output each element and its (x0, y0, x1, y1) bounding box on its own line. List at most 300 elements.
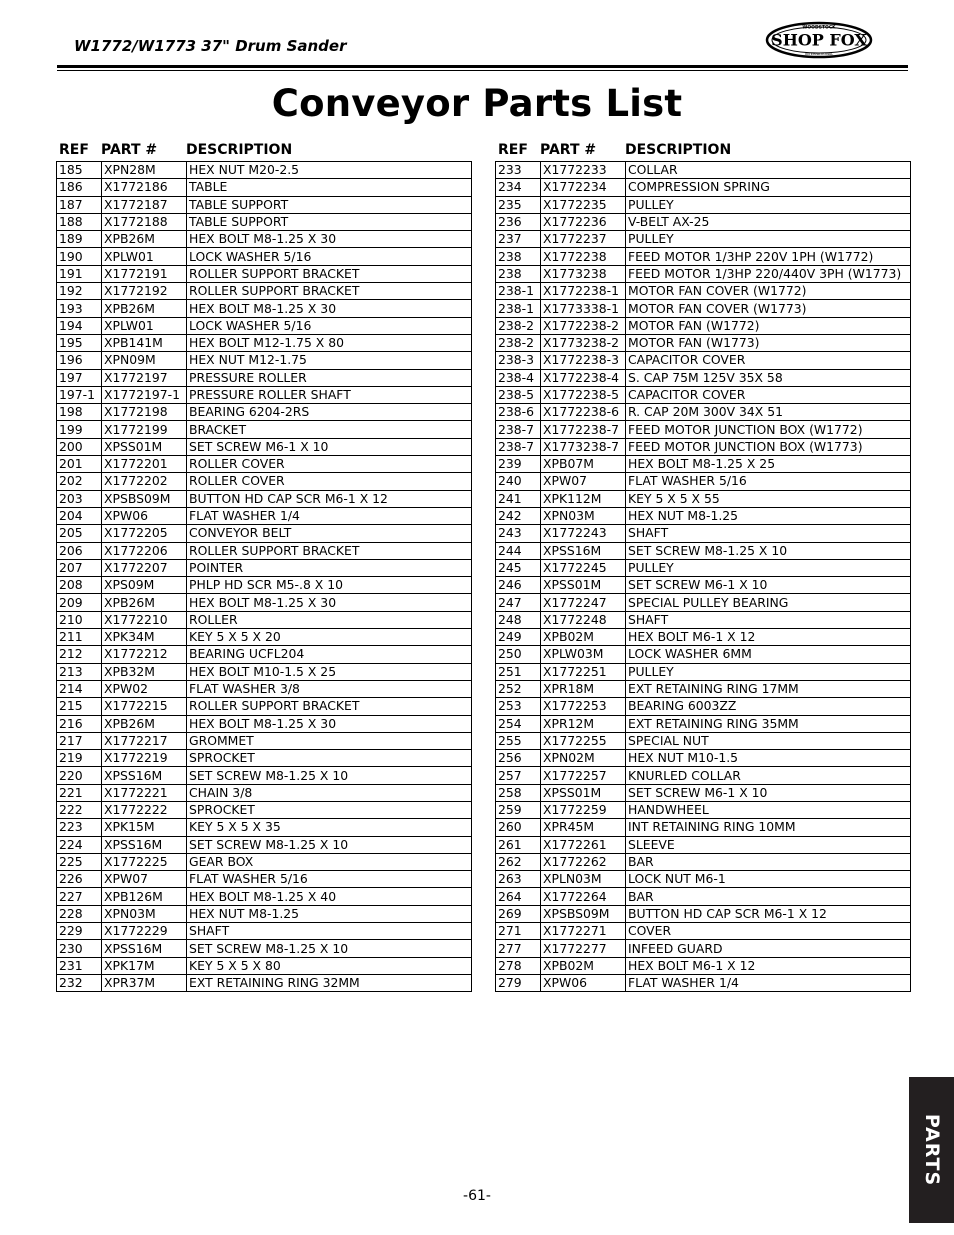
part-number-cell: X1772238 (541, 248, 626, 265)
description-cell: R. CAP 20M 300V 34X 51 (626, 404, 911, 421)
page-title: Conveyor Parts List (271, 82, 683, 125)
ref-cell: 260 (496, 819, 541, 836)
description-cell: SET SCREW M8-1.25 X 10 (187, 767, 472, 784)
part-number-cell: XPW02 (102, 680, 187, 697)
part-number-cell: X1772191 (102, 265, 187, 282)
table-row (57, 750, 472, 767)
header-rule-thick (57, 65, 908, 68)
table-row (57, 611, 472, 628)
ref-cell: 279 (496, 974, 541, 991)
table-row (57, 629, 472, 646)
ref-cell: 249 (496, 629, 541, 646)
description-cell: CHAIN 3/8 (187, 784, 472, 801)
description-cell: HEX BOLT M12-1.75 X 80 (187, 334, 472, 351)
part-number-header: PART # (540, 142, 597, 158)
table-row (57, 888, 472, 905)
ref-cell: 214 (57, 680, 102, 697)
table-row (496, 732, 911, 749)
ref-cell: 238 (496, 248, 541, 265)
table-row (57, 490, 472, 507)
part-number-cell: X1772261 (541, 836, 626, 853)
ref-cell: 217 (57, 732, 102, 749)
part-number-cell: XPB26M (102, 231, 187, 248)
table-row (57, 646, 472, 663)
part-number-cell: X1772197-1 (102, 386, 187, 403)
table-row (57, 923, 472, 940)
ref-cell: 246 (496, 577, 541, 594)
part-number-cell: XPB26M (102, 594, 187, 611)
part-number-header: PART # (101, 142, 158, 158)
table-row (496, 507, 911, 524)
part-number-cell: XPSS16M (541, 542, 626, 559)
ref-cell: 231 (57, 957, 102, 974)
ref-cell: 193 (57, 300, 102, 317)
part-number-cell: X1772229 (102, 923, 187, 940)
table-row (496, 283, 911, 300)
description-cell: ROLLER (187, 611, 472, 628)
part-number-cell: X1772259 (541, 801, 626, 818)
description-cell: LOCK WASHER 5/16 (187, 248, 472, 265)
description-cell: BEARING 6003ZZ (626, 698, 911, 715)
description-cell: HEX BOLT M6-1 X 12 (626, 957, 911, 974)
ref-cell: 196 (57, 352, 102, 369)
description-cell: EXT RETAINING RING 35MM (626, 715, 911, 732)
ref-cell: 254 (496, 715, 541, 732)
part-number-cell: X1772271 (541, 923, 626, 940)
description-cell: HEX NUT M8-1.25 (626, 507, 911, 524)
part-number-cell: XPW06 (541, 974, 626, 991)
part-number-cell: X1772262 (541, 853, 626, 870)
description-cell: HANDWHEEL (626, 801, 911, 818)
ref-cell: 198 (57, 404, 102, 421)
table-row (496, 162, 911, 179)
table-row (57, 248, 472, 265)
description-cell: MOTOR FAN COVER (W1772) (626, 283, 911, 300)
description-cell: FEED MOTOR 1/3HP 220/440V 3PH (W1773) (626, 265, 911, 282)
table-row (57, 507, 472, 524)
table-row (496, 594, 911, 611)
ref-cell: 226 (57, 871, 102, 888)
description-cell: HEX NUT M10-1.5 (626, 750, 911, 767)
part-number-cell: XPSS16M (102, 767, 187, 784)
part-number-cell: XPW07 (541, 473, 626, 490)
part-number-cell: XPLW03M (541, 646, 626, 663)
part-number-cell: X1772238-2 (541, 317, 626, 334)
part-number-cell: XPN03M (102, 905, 187, 922)
page-number: -61- (463, 1188, 491, 1204)
table-row (496, 871, 911, 888)
table-row (496, 248, 911, 265)
part-number-cell: X1772234 (541, 179, 626, 196)
part-number-cell: X1772236 (541, 213, 626, 230)
header-rule-thin (57, 70, 908, 71)
description-cell: MOTOR FAN COVER (W1773) (626, 300, 911, 317)
description-cell: ROLLER COVER (187, 473, 472, 490)
table-row (496, 300, 911, 317)
part-number-cell: X1772186 (102, 179, 187, 196)
table-row (496, 923, 911, 940)
description-cell: SLEEVE (626, 836, 911, 853)
table-row (496, 698, 911, 715)
ref-cell: 238-3 (496, 352, 541, 369)
table-row (496, 611, 911, 628)
ref-header: REF (498, 142, 528, 158)
table-row (57, 698, 472, 715)
table-row (496, 542, 911, 559)
table-row (57, 300, 472, 317)
ref-cell: 238-4 (496, 369, 541, 386)
table-row (496, 836, 911, 853)
part-number-cell: XPW07 (102, 871, 187, 888)
ref-cell: 220 (57, 767, 102, 784)
ref-cell: 194 (57, 317, 102, 334)
part-number-cell: X1772233 (541, 162, 626, 179)
ref-cell: 210 (57, 611, 102, 628)
description-cell: KEY 5 X 5 X 80 (187, 957, 472, 974)
part-number-cell: X1772198 (102, 404, 187, 421)
ref-cell: 207 (57, 559, 102, 576)
description-cell: BAR (626, 888, 911, 905)
ref-cell: 263 (496, 871, 541, 888)
description-cell: CAPACITOR COVER (626, 352, 911, 369)
description-cell: GEAR BOX (187, 853, 472, 870)
shop-fox-logo (765, 20, 873, 60)
ref-cell: 238-7 (496, 421, 541, 438)
ref-cell: 230 (57, 940, 102, 957)
description-cell: HEX BOLT M8-1.25 X 40 (187, 888, 472, 905)
description-cell: HEX BOLT M8-1.25 X 25 (626, 456, 911, 473)
table-row (57, 871, 472, 888)
part-number-cell: X1772253 (541, 698, 626, 715)
description-cell: POINTER (187, 559, 472, 576)
description-cell: HEX NUT M20-2.5 (187, 162, 472, 179)
description-cell: HEX BOLT M6-1 X 12 (626, 629, 911, 646)
table-row (496, 888, 911, 905)
ref-cell: 233 (496, 162, 541, 179)
manual-title: W1772/W1773 37" Drum Sander (74, 37, 347, 55)
table-row (57, 715, 472, 732)
description-cell: BAR (626, 853, 911, 870)
description-header: DESCRIPTION (186, 142, 293, 158)
ref-cell: 187 (57, 196, 102, 213)
description-cell: SET SCREW M8-1.25 X 10 (626, 542, 911, 559)
ref-cell: 259 (496, 801, 541, 818)
part-number-cell: XPB126M (102, 888, 187, 905)
part-number-cell: XPB26M (102, 715, 187, 732)
description-cell: FLAT WASHER 5/16 (187, 871, 472, 888)
part-number-cell: XPN02M (541, 750, 626, 767)
description-cell: ROLLER SUPPORT BRACKET (187, 283, 472, 300)
table-row (496, 213, 911, 230)
description-cell: SPECIAL PULLEY BEARING (626, 594, 911, 611)
table-row (57, 334, 472, 351)
section-tab-label: PARTS (921, 1113, 943, 1187)
part-number-cell: XPK15M (102, 819, 187, 836)
part-number-cell: XPK17M (102, 957, 187, 974)
description-cell: BEARING UCFL204 (187, 646, 472, 663)
table-row (496, 421, 911, 438)
description-cell: FLAT WASHER 5/16 (626, 473, 911, 490)
part-number-cell: XPSBS09M (102, 490, 187, 507)
part-number-cell: XPB141M (102, 334, 187, 351)
ref-cell: 190 (57, 248, 102, 265)
ref-cell: 234 (496, 179, 541, 196)
table-row (57, 525, 472, 542)
ref-cell: 206 (57, 542, 102, 559)
description-cell: BUTTON HD CAP SCR M6-1 X 12 (626, 905, 911, 922)
ref-cell: 262 (496, 853, 541, 870)
description-cell: PULLEY (626, 559, 911, 576)
ref-cell: 213 (57, 663, 102, 680)
table-row (496, 715, 911, 732)
description-cell: PULLEY (626, 663, 911, 680)
table-row (57, 836, 472, 853)
description-cell: HEX BOLT M8-1.25 X 30 (187, 594, 472, 611)
ref-cell: 241 (496, 490, 541, 507)
description-cell: BEARING 6204-2RS (187, 404, 472, 421)
description-cell: GROMMET (187, 732, 472, 749)
ref-cell: 227 (57, 888, 102, 905)
part-number-cell: X1772210 (102, 611, 187, 628)
description-cell: EXT RETAINING RING 32MM (187, 974, 472, 991)
ref-cell: 257 (496, 767, 541, 784)
table-row (496, 680, 911, 697)
part-number-cell: X1772219 (102, 750, 187, 767)
table-row (57, 352, 472, 369)
ref-cell: 219 (57, 750, 102, 767)
table-row (57, 940, 472, 957)
ref-cell: 250 (496, 646, 541, 663)
table-row (57, 421, 472, 438)
description-cell: S. CAP 75M 125V 35X 58 (626, 369, 911, 386)
ref-cell: 232 (57, 974, 102, 991)
description-cell: HEX NUT M12-1.75 (187, 352, 472, 369)
ref-header: REF (59, 142, 89, 158)
table-row (496, 629, 911, 646)
ref-cell: 186 (57, 179, 102, 196)
table-row (57, 801, 472, 818)
table-row (57, 386, 472, 403)
ref-cell: 236 (496, 213, 541, 230)
description-cell: SPROCKET (187, 750, 472, 767)
description-cell: KEY 5 X 5 X 20 (187, 629, 472, 646)
part-number-cell: XPK34M (102, 629, 187, 646)
part-number-cell: X1772206 (102, 542, 187, 559)
logo-text: SHOP FOX (771, 30, 867, 50)
ref-cell: 256 (496, 750, 541, 767)
ref-cell: 239 (496, 456, 541, 473)
ref-cell: 208 (57, 577, 102, 594)
ref-cell: 244 (496, 542, 541, 559)
description-cell: HEX BOLT M8-1.25 X 30 (187, 231, 472, 248)
ref-cell: 215 (57, 698, 102, 715)
description-cell: SET SCREW M8-1.25 X 10 (187, 940, 472, 957)
table-row (496, 559, 911, 576)
description-cell: COMPRESSION SPRING (626, 179, 911, 196)
ref-cell: 228 (57, 905, 102, 922)
part-number-cell: X1772238-5 (541, 386, 626, 403)
description-cell: SET SCREW M6-1 X 10 (187, 438, 472, 455)
part-number-cell: X1772197 (102, 369, 187, 386)
table-row (496, 317, 911, 334)
table-row (496, 646, 911, 663)
table-row (57, 404, 472, 421)
part-number-cell: XPSS16M (102, 940, 187, 957)
table-row (57, 438, 472, 455)
part-number-cell: X1772199 (102, 421, 187, 438)
description-cell: LOCK WASHER 5/16 (187, 317, 472, 334)
ref-cell: 203 (57, 490, 102, 507)
description-cell: HEX BOLT M8-1.25 X 30 (187, 715, 472, 732)
ref-cell: 258 (496, 784, 541, 801)
description-cell: SHAFT (187, 923, 472, 940)
table-row (496, 438, 911, 455)
description-cell: TABLE SUPPORT (187, 196, 472, 213)
description-cell: HEX NUT M8-1.25 (187, 905, 472, 922)
description-cell: PULLEY (626, 196, 911, 213)
part-number-cell: XPR45M (541, 819, 626, 836)
ref-cell: 202 (57, 473, 102, 490)
ref-cell: 216 (57, 715, 102, 732)
table-row (496, 525, 911, 542)
part-number-cell: X1772215 (102, 698, 187, 715)
ref-cell: 238-2 (496, 317, 541, 334)
table-row (496, 750, 911, 767)
description-cell: KEY 5 X 5 X 35 (187, 819, 472, 836)
part-number-cell: X1773238 (541, 265, 626, 282)
table-row (57, 974, 472, 991)
part-number-cell: X1772187 (102, 196, 187, 213)
description-cell: MOTOR FAN (W1773) (626, 334, 911, 351)
part-number-cell: X1773238-7 (541, 438, 626, 455)
part-number-cell: X1772205 (102, 525, 187, 542)
table-row (57, 542, 472, 559)
part-number-cell: X1772238-6 (541, 404, 626, 421)
parts-table-left (56, 140, 472, 992)
part-number-cell: X1772277 (541, 940, 626, 957)
ref-cell: 224 (57, 836, 102, 853)
part-number-cell: XPK112M (541, 490, 626, 507)
description-cell: CAPACITOR COVER (626, 386, 911, 403)
ref-cell: 197 (57, 369, 102, 386)
ref-cell: 247 (496, 594, 541, 611)
table-row (496, 456, 911, 473)
description-cell: LOCK NUT M6-1 (626, 871, 911, 888)
part-number-cell: XPR12M (541, 715, 626, 732)
logo-top-text: WOODSTOCK (802, 25, 836, 31)
ref-cell: 251 (496, 663, 541, 680)
description-cell: COVER (626, 923, 911, 940)
description-cell: PHLP HD SCR M5-.8 X 10 (187, 577, 472, 594)
ref-cell: 255 (496, 732, 541, 749)
parts-table (495, 161, 911, 992)
description-cell: PULLEY (626, 231, 911, 248)
table-row (57, 265, 472, 282)
description-cell: SET SCREW M8-1.25 X 10 (187, 836, 472, 853)
description-cell: BRACKET (187, 421, 472, 438)
ref-cell: 264 (496, 888, 541, 905)
ref-cell: 238-5 (496, 386, 541, 403)
part-number-cell: X1772245 (541, 559, 626, 576)
ref-cell: 235 (496, 196, 541, 213)
part-number-cell: X1772217 (102, 732, 187, 749)
table-row (57, 473, 472, 490)
part-number-cell: X1772255 (541, 732, 626, 749)
table-row (496, 473, 911, 490)
table-row (496, 974, 911, 991)
ref-cell: 277 (496, 940, 541, 957)
part-number-cell: X1772238-3 (541, 352, 626, 369)
description-cell: SPECIAL NUT (626, 732, 911, 749)
table-row (57, 179, 472, 196)
part-number-cell: X1772225 (102, 853, 187, 870)
table-row (57, 767, 472, 784)
ref-cell: 238-6 (496, 404, 541, 421)
description-cell: ROLLER SUPPORT BRACKET (187, 698, 472, 715)
ref-cell: 238-1 (496, 283, 541, 300)
description-cell: INT RETAINING RING 10MM (626, 819, 911, 836)
description-cell: FEED MOTOR JUNCTION BOX (W1772) (626, 421, 911, 438)
part-number-cell: XPSS01M (102, 438, 187, 455)
description-cell: COLLAR (626, 162, 911, 179)
part-number-cell: XPSS01M (541, 577, 626, 594)
part-number-cell: X1772237 (541, 231, 626, 248)
table-row (496, 231, 911, 248)
description-cell: FLAT WASHER 3/8 (187, 680, 472, 697)
part-number-cell: XPB07M (541, 456, 626, 473)
parts-table-right (495, 140, 911, 992)
part-number-cell: X1772201 (102, 456, 187, 473)
table-row (57, 819, 472, 836)
description-cell: KNURLED COLLAR (626, 767, 911, 784)
table-row (496, 334, 911, 351)
ref-cell: 237 (496, 231, 541, 248)
table-row (57, 957, 472, 974)
part-number-cell: X1773238-2 (541, 334, 626, 351)
part-number-cell: XPN28M (102, 162, 187, 179)
part-number-cell: X1772251 (541, 663, 626, 680)
description-cell: CONVEYOR BELT (187, 525, 472, 542)
ref-cell: 240 (496, 473, 541, 490)
ref-cell: 238-1 (496, 300, 541, 317)
table-row (57, 283, 472, 300)
part-number-cell: XPB02M (541, 957, 626, 974)
description-header: DESCRIPTION (625, 142, 732, 158)
table-row (496, 577, 911, 594)
ref-cell: 189 (57, 231, 102, 248)
part-number-cell: X1772222 (102, 801, 187, 818)
part-number-cell: X1772238-1 (541, 283, 626, 300)
ref-cell: 201 (57, 456, 102, 473)
table-row (496, 369, 911, 386)
ref-cell: 238 (496, 265, 541, 282)
table-row (57, 732, 472, 749)
description-cell: BUTTON HD CAP SCR M6-1 X 12 (187, 490, 472, 507)
ref-cell: 269 (496, 905, 541, 922)
table-row (57, 196, 472, 213)
part-number-cell: XPSS16M (102, 836, 187, 853)
ref-cell: 238-7 (496, 438, 541, 455)
part-number-cell: X1772243 (541, 525, 626, 542)
description-cell: KEY 5 X 5 X 55 (626, 490, 911, 507)
part-number-cell: XPR18M (541, 680, 626, 697)
table-row (57, 369, 472, 386)
ref-cell: 191 (57, 265, 102, 282)
description-cell: SET SCREW M6-1 X 10 (626, 577, 911, 594)
ref-cell: 188 (57, 213, 102, 230)
description-cell: ROLLER COVER (187, 456, 472, 473)
table-row (496, 767, 911, 784)
